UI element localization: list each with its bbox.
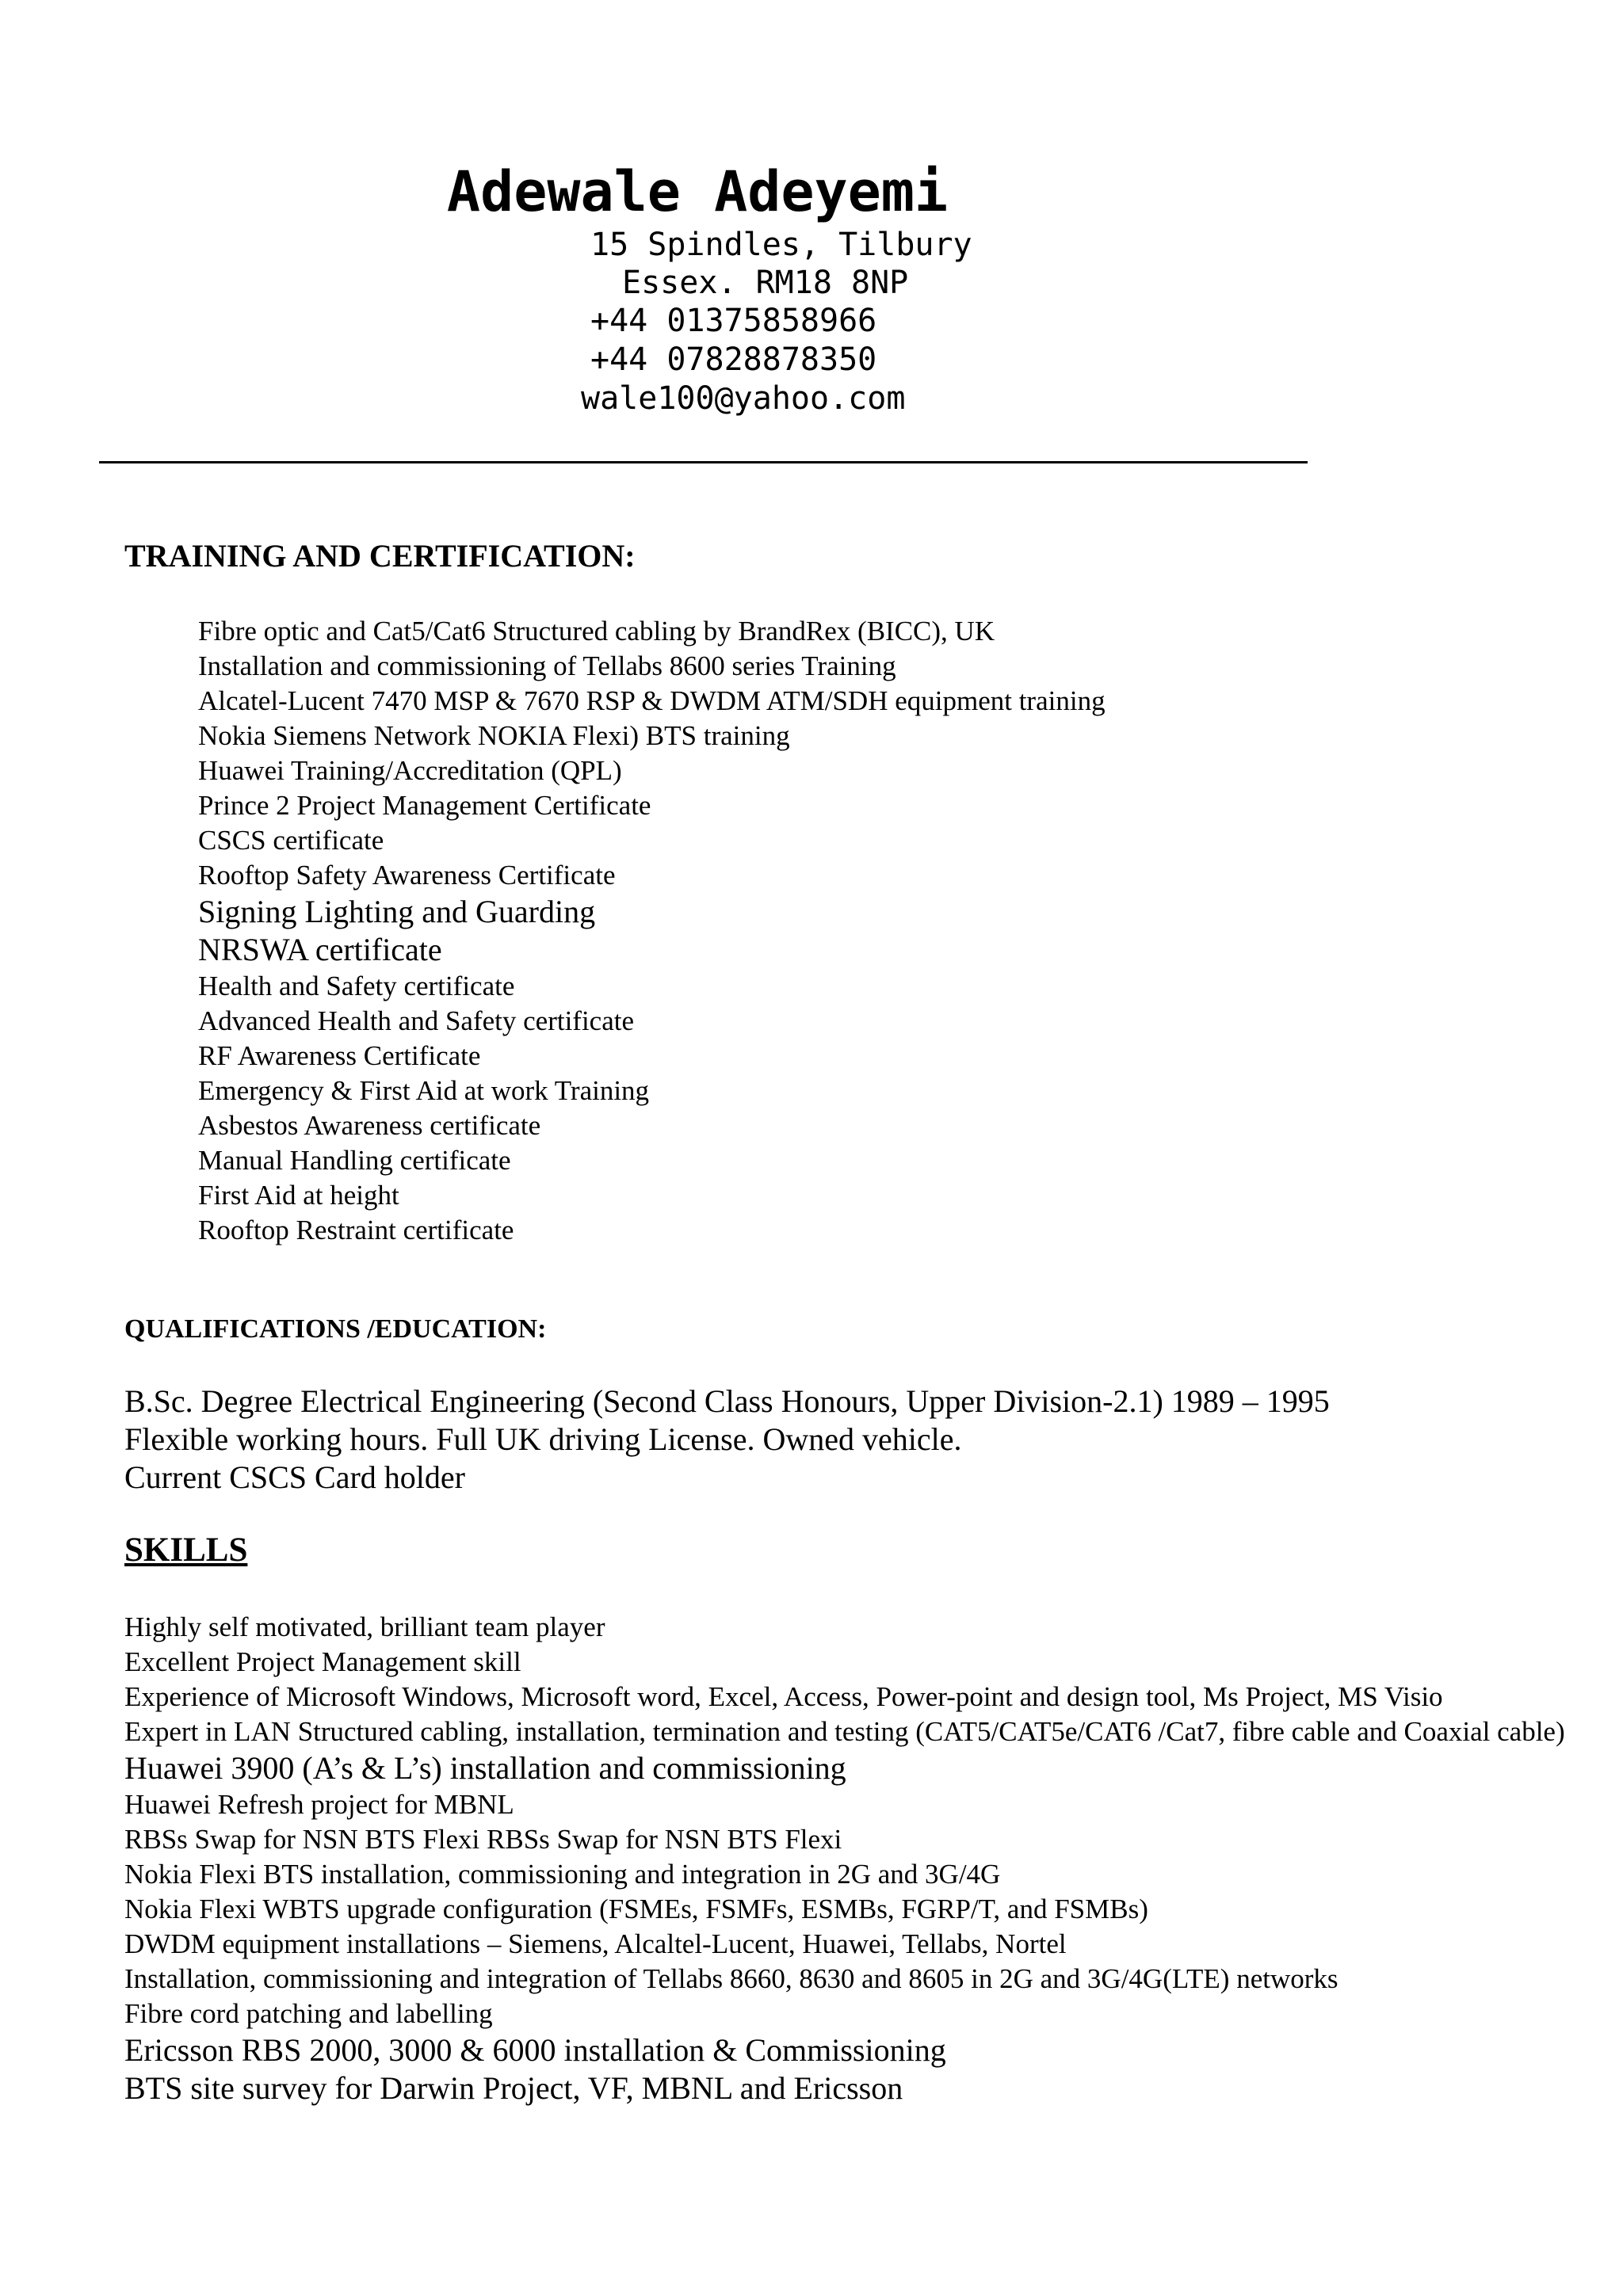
qualification-item: Flexible working hours. Full UK driving License. Owned vehicle. bbox=[124, 1421, 962, 1457]
training-item: CSCS certificate bbox=[198, 825, 384, 856]
training-item: Alcatel-Lucent 7470 MSP & 7670 RSP & DWDM ATM/SDH equipment training bbox=[198, 685, 1106, 716]
skill-item: Nokia Flexi BTS installation, commissioning and integration in 2G and 3G/4G bbox=[124, 1859, 1001, 1890]
training-item: Advanced Health and Safety certificate bbox=[198, 1005, 635, 1036]
skill-item: Experience of Microsoft Windows, Microsoft word, Excel, Access, Power-point and design tool, Ms Project, MS Visio bbox=[124, 1681, 1443, 1712]
skill-item: Huawei 3900 (A’s & L’s) installation and commissioning bbox=[124, 1750, 846, 1786]
candidate-name: Adewale Adeyemi bbox=[446, 159, 949, 224]
training-item: Fibre optic and Cat5/Cat6 Structured cabling by BrandRex (BICC), UK bbox=[198, 616, 995, 646]
training-item: Health and Safety certificate bbox=[198, 971, 515, 1001]
training-item: Prince 2 Project Management Certificate bbox=[198, 790, 651, 821]
skill-item: Fibre cord patching and labelling bbox=[124, 1998, 493, 2029]
training-item: First Aid at height bbox=[198, 1180, 399, 1211]
training-item: Manual Handling certificate bbox=[198, 1145, 511, 1176]
training-item: Rooftop Safety Awareness Certificate bbox=[198, 860, 616, 891]
training-list bbox=[198, 614, 1106, 1248]
address-line-2: Essex. RM18 8NP bbox=[622, 265, 909, 301]
skills-section-title: SKILLS bbox=[124, 1531, 248, 1569]
training-item: Installation and commissioning of Tellabs 8600 series Training bbox=[198, 650, 896, 681]
phone-landline: +44 01375858966 bbox=[590, 303, 877, 339]
skill-item: Nokia Flexi WBTS upgrade configuration (FSMEs, FSMFs, ESMBs, FGRP/T, and FSMBs) bbox=[124, 1894, 1148, 1924]
skill-item: Highly self motivated, brilliant team player bbox=[124, 1611, 605, 1642]
skill-item: RBSs Swap for NSN BTS Flexi RBSs Swap for NSN BTS Flexi bbox=[124, 1824, 842, 1855]
training-item: Rooftop Restraint certificate bbox=[198, 1215, 514, 1245]
training-section-title: TRAINING AND CERTIFICATION: bbox=[124, 538, 636, 574]
skill-item: BTS site survey for Darwin Project, VF, MBNL and Ericsson bbox=[124, 2070, 903, 2106]
skill-item: Expert in LAN Structured cabling, installation, termination and testing (CAT5/CAT5e/CAT6 /Cat7, fibre cable and Coaxial cable) bbox=[124, 1716, 1565, 1747]
address-line-1: 15 Spindles, Tilbury bbox=[590, 227, 972, 263]
qualification-item: B.Sc. Degree Electrical Engineering (Second Class Honours, Upper Division-2.1) 1989 – 1995 bbox=[124, 1383, 1330, 1419]
qualifications-list bbox=[124, 1383, 1330, 1497]
training-item: RF Awareness Certificate bbox=[198, 1040, 481, 1071]
skill-item: Ericsson RBS 2000, 3000 & 6000 installation & Commissioning bbox=[124, 2032, 946, 2068]
skills-list bbox=[124, 1610, 1575, 2107]
email-address: wale100@yahoo.com bbox=[581, 380, 906, 417]
training-item: NRSWA certificate bbox=[198, 932, 442, 967]
header-divider bbox=[99, 461, 1308, 463]
skill-item: Installation, commissioning and integration of Tellabs 8660, 8630 and 8605 in 2G and 3G/4G(LTE) networks bbox=[124, 1963, 1338, 1994]
training-item: Nokia Siemens Network NOKIA Flexi) BTS training bbox=[198, 720, 790, 751]
skill-item: DWDM equipment installations – Siemens, Alcaltel-Lucent, Huawei, Tellabs, Nortel bbox=[124, 1928, 1067, 1959]
skill-item: Huawei Refresh project for MBNL bbox=[124, 1789, 514, 1820]
qualification-item: Current CSCS Card holder bbox=[124, 1459, 465, 1495]
training-item: Signing Lighting and Guarding bbox=[198, 894, 596, 929]
phone-mobile: +44 07828878350 bbox=[590, 341, 877, 378]
training-item: Huawei Training/Accreditation (QPL) bbox=[198, 755, 622, 786]
training-item: Asbestos Awareness certificate bbox=[198, 1110, 541, 1141]
skill-item: Excellent Project Management skill bbox=[124, 1646, 521, 1677]
qualifications-section-title: QUALIFICATIONS /EDUCATION: bbox=[124, 1314, 547, 1344]
training-item: Emergency & First Aid at work Training bbox=[198, 1075, 650, 1106]
